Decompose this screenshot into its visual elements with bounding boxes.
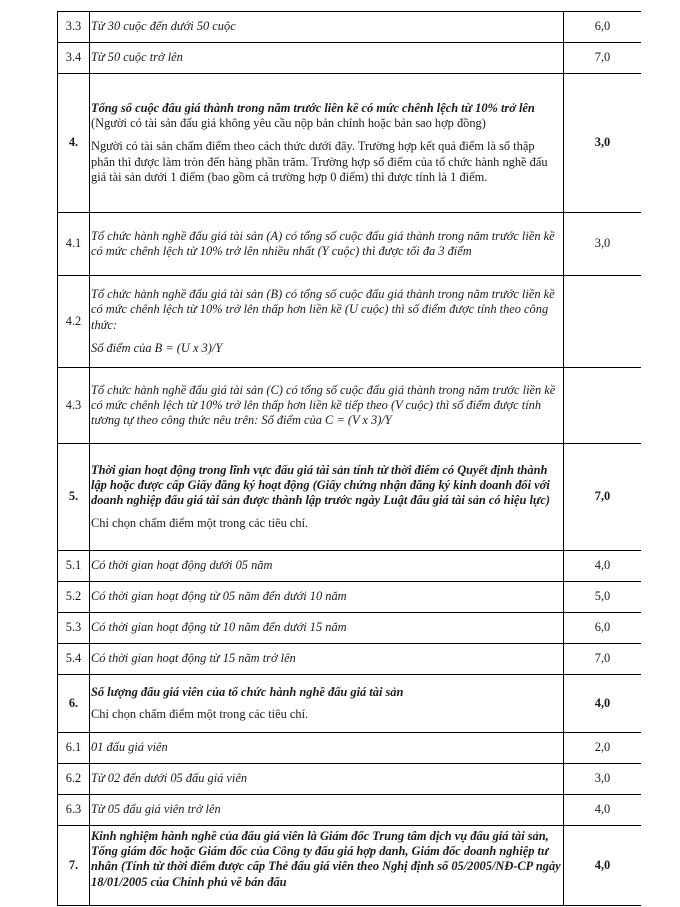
score-cell: 7,0	[564, 444, 642, 551]
scoring-table	[57, 11, 641, 906]
criterion-text: Có thời gian hoạt động từ 05 năm đến dưới 10 năm	[90, 582, 564, 613]
row-number: 4.1	[58, 213, 90, 276]
table-row	[58, 74, 642, 213]
score-cell: 4,0	[564, 675, 642, 733]
score-cell	[564, 276, 642, 368]
score-cell: 3,0	[564, 74, 642, 213]
table-row	[58, 551, 642, 582]
criterion-text: Từ 02 đến dưới 05 đấu giá viên	[90, 764, 564, 795]
section-body: Chỉ chọn chấm điểm một trong các tiêu chí.	[91, 706, 309, 721]
criterion-text: Tổ chức hành nghề đấu giá tài sản (A) có tổng số cuộc đấu giá thành trong năm trước liền kề có mức chênh lệch từ 10% trở lên nhiều nhất (Y cuộc) thì được tối đa 3 điểm	[90, 213, 564, 276]
section-number: 7.	[58, 826, 90, 906]
score-cell: 7,0	[564, 644, 642, 675]
score-cell: 6,0	[564, 12, 642, 43]
section-criterion	[90, 444, 564, 551]
document-page	[57, 11, 641, 907]
section-heading: Kinh nghiệm hành nghề của đấu giá viên là Giám đốc Trung tâm dịch vụ đấu giá tài sản, Tổng giám đốc hoặc Giám đốc của Công ty đấu giá hợp danh, Giám đốc doanh nghiệp tư nhân (Tính từ thời điểm được cấp Thẻ đấu giá viên theo Nghị định số 05/2005/NĐ-CP ngày 18/01/2005 của Chính phủ về bán đấu	[91, 829, 561, 889]
score-cell: 3,0	[564, 213, 642, 276]
table-row	[58, 675, 642, 733]
table-row	[58, 276, 642, 368]
score-cell: 4,0	[564, 795, 642, 826]
section-body: Chỉ chọn chấm điểm một trong các tiêu chí.	[91, 516, 309, 531]
table-row	[58, 826, 642, 906]
row-number: 6.3	[58, 795, 90, 826]
criterion-text: 01 đấu giá viên	[90, 733, 564, 764]
score-cell: 2,0	[564, 733, 642, 764]
row-number: 4.3	[58, 368, 90, 444]
score-cell: 3,0	[564, 764, 642, 795]
criterion-text: Có thời gian hoạt động từ 10 năm đến dưới 15 năm	[90, 613, 564, 644]
score-cell: 4,0	[564, 551, 642, 582]
section-body: Người có tài sản chấm điểm theo cách thức dưới đây. Trường hợp kết quả điểm là số thập phân thì được làm tròn đến hàng phần trăm. Trường hợp số điểm của tổ chức hành nghề đấu giá tài sản dưới 1 điểm (bao gồm cả trường hợp 0 điểm) thì được tính là 1 điểm.	[91, 139, 548, 184]
table-row	[58, 582, 642, 613]
criterion-text: Tổ chức hành nghề đấu giá tài sản (C) có tổng số cuộc đấu giá thành trong năm trước liền kề có mức chênh lệch từ 10% trở lên thấp hơn liền kề tiếp theo (V cuộc) thì số điểm được tính tương tự theo công thức nêu trên: Số điểm của C = (V x 3)/Y	[90, 368, 564, 444]
criterion-text	[90, 276, 564, 368]
row-number: 5.4	[58, 644, 90, 675]
table-row	[58, 644, 642, 675]
table-row	[58, 43, 642, 74]
table-row	[58, 12, 642, 43]
section-criterion	[90, 74, 564, 213]
score-cell	[564, 368, 642, 444]
table-row	[58, 444, 642, 551]
row-number: 5.2	[58, 582, 90, 613]
row-number: 5.3	[58, 613, 90, 644]
table-row	[58, 764, 642, 795]
criterion-text: Có thời gian hoạt động dưới 05 năm	[90, 551, 564, 582]
score-cell: 4,0	[564, 826, 642, 906]
score-cell: 6,0	[564, 613, 642, 644]
table-row	[58, 368, 642, 444]
section-criterion	[90, 826, 564, 906]
row-number: 5.1	[58, 551, 90, 582]
score-cell: 5,0	[564, 582, 642, 613]
criterion-text: Từ 30 cuộc đến dưới 50 cuộc	[90, 12, 564, 43]
row-number: 4.2	[58, 276, 90, 368]
row-number: 3.3	[58, 12, 90, 43]
section-number: 5.	[58, 444, 90, 551]
section-heading-note: (Người có tài sản đấu giá không yêu cầu nộp bản chính hoặc bản sao hợp đồng)	[91, 116, 486, 131]
criterion-text: Từ 05 đấu giá viên trở lên	[90, 795, 564, 826]
score-cell: 7,0	[564, 43, 642, 74]
table-row	[58, 733, 642, 764]
section-heading: Thời gian hoạt động trong lĩnh vực đấu giá tài sản tính từ thời điểm có Quyết định thành lập hoặc được cấp Giấy đăng ký hoạt động (Giấy chứng nhận đăng ký kinh doanh đối với doanh nghiệp đấu giá tài sản được thành lập trước ngày Luật đấu giá tài sản có hiệu lực)	[91, 462, 550, 507]
table-row	[58, 795, 642, 826]
criterion-text-body: Tổ chức hành nghề đấu giá tài sản (B) có tổng số cuộc đấu giá thành trong năm trước liền kề có mức chênh lệch từ 10% trở lên thấp hơn liền kề (U cuộc) thì số điểm được tính theo công thức:	[91, 287, 555, 332]
formula-text: Số điểm của B = (U x 3)/Y	[91, 340, 223, 355]
table-row	[58, 213, 642, 276]
section-number: 4.	[58, 74, 90, 213]
row-number: 6.2	[58, 764, 90, 795]
section-criterion	[90, 675, 564, 733]
criterion-text: Có thời gian hoạt động từ 15 năm trở lên	[90, 644, 564, 675]
row-number: 6.1	[58, 733, 90, 764]
section-number: 6.	[58, 675, 90, 733]
criterion-text: Từ 50 cuộc trở lên	[90, 43, 564, 74]
row-number: 3.4	[58, 43, 90, 74]
section-heading: Số lượng đấu giá viên của tổ chức hành nghề đấu giá tài sản	[91, 685, 404, 700]
section-heading: Tổng số cuộc đấu giá thành trong năm trước liền kề có mức chênh lệch từ 10% trở lên	[91, 100, 535, 115]
table-row	[58, 613, 642, 644]
